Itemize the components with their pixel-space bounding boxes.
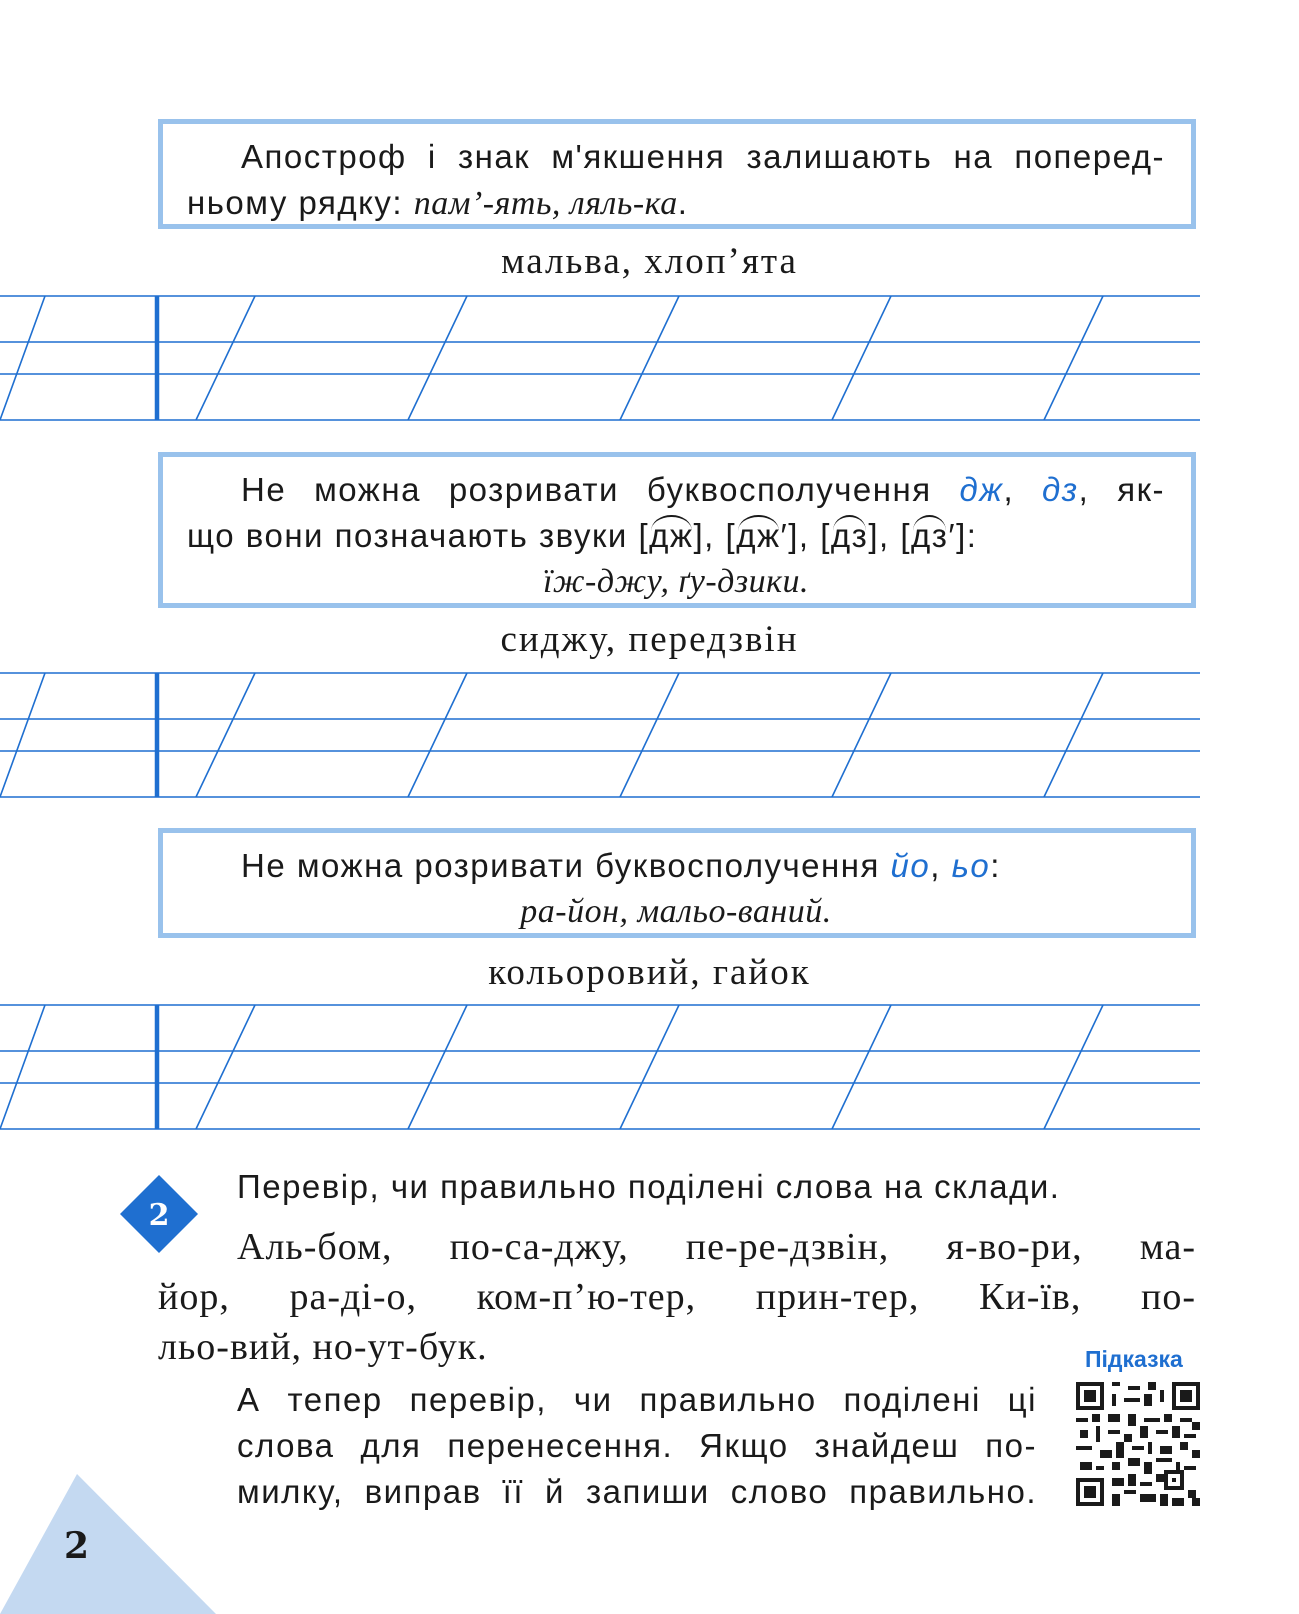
rule-box-dzh-dz bbox=[158, 452, 1196, 608]
hint-label: Підказка bbox=[1085, 1346, 1183, 1372]
paragraph-line: слова для перенесення. Якщо знайдеш по- bbox=[237, 1427, 1037, 1464]
sound-symbol: дз bbox=[911, 513, 948, 559]
rule-example: ра-йон, мальо-ваний. bbox=[520, 893, 832, 930]
rule-text: Не можна розривати буквосполучення дж, дз, як- bbox=[241, 471, 1166, 508]
practice-words: сиджу, передзвін bbox=[500, 619, 799, 660]
practice-words: кольоровий, гайок bbox=[488, 952, 811, 993]
writing-grid bbox=[0, 1001, 1200, 1131]
letter-combo: дз bbox=[1042, 471, 1079, 508]
paragraph-line: льо-вий, но-ут-бук. bbox=[158, 1326, 488, 1368]
rule-text: Апостроф і знак м'якшення залишають на поперед- bbox=[241, 138, 1165, 175]
paragraph-line: йор, ра-ді-о, ком-п’ю-тер, прин-тер, Ки-їв, по- bbox=[158, 1276, 1196, 1318]
task-instruction: Перевір, чи правильно поділені слова на склади. bbox=[237, 1168, 1061, 1205]
writing-grid bbox=[0, 669, 1200, 799]
rule-text-line2: ньому рядку: пам’-ять, ляль-ка. bbox=[187, 184, 689, 222]
sound-symbol: дз bbox=[831, 513, 868, 559]
paragraph-line: А тепер перевір, чи правильно поділені ці bbox=[237, 1381, 1037, 1418]
page-corner-decoration bbox=[0, 1474, 216, 1614]
rule-text: Не можна розривати буквосполучення йо, ьо: bbox=[241, 847, 1001, 884]
rule-example: їж-джу, ґу-дзики. bbox=[542, 563, 810, 600]
rule-text-line2: що вони позначають звуки [дж], [дж′], [дз], [дз′]: bbox=[187, 513, 1165, 559]
task-number: 2 bbox=[148, 1198, 170, 1233]
rule-box-apostrophe bbox=[158, 119, 1196, 229]
rule-example: пам’-ять, ляль-ка bbox=[413, 185, 678, 222]
syllables-paragraph bbox=[158, 1222, 1196, 1372]
letter-combo: йо bbox=[890, 847, 931, 884]
paragraph-line: Аль-бом, по-са-джу, пе-ре-дзвін, я-во-ри, ма- bbox=[237, 1226, 1196, 1268]
letter-combo: ьо bbox=[951, 847, 991, 884]
rule-box-yo-o bbox=[158, 828, 1196, 938]
sound-symbol: дж bbox=[649, 513, 693, 559]
followup-paragraph bbox=[237, 1377, 1037, 1515]
letter-combo: дж bbox=[959, 471, 1004, 508]
writing-grid bbox=[0, 292, 1200, 422]
page-number: 2 bbox=[64, 1525, 90, 1567]
qr-code-icon[interactable] bbox=[1076, 1382, 1200, 1506]
paragraph-line: милку, виправ її й запиши слово правильно. bbox=[237, 1473, 1037, 1510]
sound-symbol: дж bbox=[736, 513, 780, 559]
practice-words: мальва, хлоп’ята bbox=[501, 241, 798, 282]
